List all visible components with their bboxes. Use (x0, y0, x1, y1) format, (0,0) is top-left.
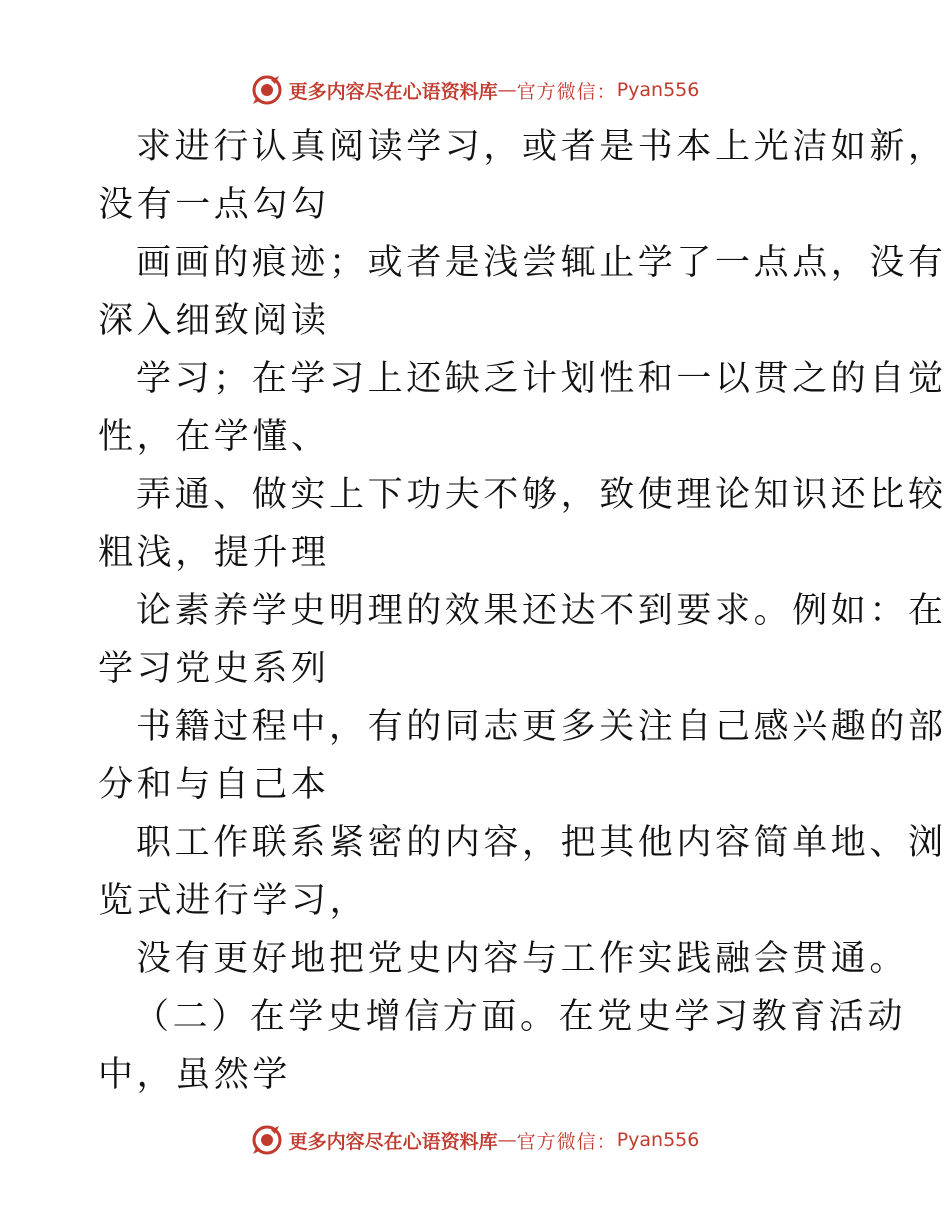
footer-wechat-id: Pyan556 (616, 1129, 700, 1151)
document-body (98, 118, 947, 1104)
body-line: 书籍过程中，有的同志更多关注自己感兴趣的部 (136, 707, 947, 747)
body-line: 粗浅，提升理 (98, 533, 330, 573)
body-line: 画画的痕迹；或者是浅尝辄止学了一点点，没有 (136, 243, 947, 283)
body-line: 深入细致阅读 (98, 301, 330, 341)
body-line: 论素养学史明理的效果还达不到要求。例如：在 (136, 591, 947, 631)
body-line: 中，虽然学 (98, 1055, 292, 1095)
body-line: 没有一点勾勾 (98, 185, 330, 225)
header-subtitle: 官方微信： (516, 80, 617, 103)
body-line: 没有更好地把党史内容与工作实践融会贯通。 (136, 939, 909, 979)
body-line: 职工作联系紧密的内容，把其他内容简单地、浏 (136, 823, 947, 863)
footer-dash: — (497, 1129, 517, 1151)
body-line: 学习；在学习上还缺乏计划性和一以贯之的自觉 (136, 359, 947, 399)
footer-banner (0, 1120, 950, 1160)
body-line: 性，在学懂、 (98, 417, 330, 457)
header-dash: — (497, 79, 517, 101)
header-banner (0, 70, 950, 110)
footer-subtitle: 官方微信： (516, 1130, 617, 1153)
body-line: 学习党史系列 (98, 649, 330, 689)
footer-title: 更多内容尽在心语资料库 (288, 1130, 498, 1153)
body-line: 分和与自己本 (98, 765, 330, 805)
pen-logo-icon (251, 74, 283, 106)
section-heading-line: （二）在学史增信方面。在党史学习教育活动 (134, 997, 907, 1037)
body-line: 求进行认真阅读学习，或者是书本上光洁如新， (136, 127, 947, 167)
pen-logo-icon (251, 1124, 283, 1156)
header-wechat-id: Pyan556 (616, 79, 700, 101)
body-line: 弄通、做实上下功夫不够，致使理论知识还比较 (136, 475, 947, 515)
header-title: 更多内容尽在心语资料库 (288, 80, 498, 103)
body-line: 览式进行学习， (98, 881, 369, 921)
